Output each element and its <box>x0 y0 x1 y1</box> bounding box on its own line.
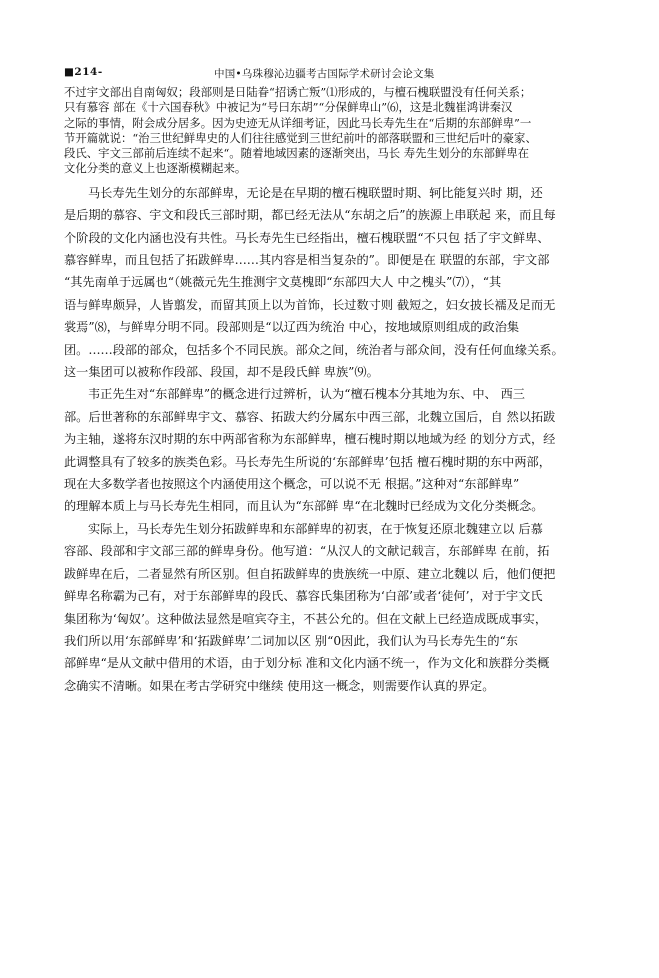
text-line: 只有慕容 部在《十六国春秋》中被记为“号曰东胡”“分保鲜卑山”⑹，这是北魏崔鸿讲秦汉 <box>64 100 513 115</box>
text-line: 部。后世著称的东部鲜卑宇文、慕容、拓跋大约分属东中西三部，北魏立国后，自 然以拓跋 <box>64 409 556 424</box>
intro-paragraph <box>64 85 609 177</box>
text-line: 现在大多数学者也按照这个内涵使用这个概念，可以说不无 根据。”这种对“东部鲜卑” <box>64 477 520 492</box>
text-line: 这一集团可以被称作段部、段国，却不是段氏鲜 卑族”⑼。 <box>64 365 379 380</box>
running-title: 中国•乌珠穆沁边疆考古国际学术研讨会论文集 <box>214 68 435 80</box>
text-line: 鲜卑名称霸为己有，对于东部鲜卑的段氏、慕容氏集团称为‘白部’或者‘徒何’，对于宇文氏 <box>64 589 543 604</box>
text-line: 文化分类的意义上也逐渐模糊起来。 <box>64 161 247 176</box>
text-line: 马长寿先生划分的东部鲜卑，无论是在早期的檀石槐联盟时期、轲比能复兴时 期，还 <box>88 185 543 200</box>
text-line: 段氏、宇文三部前后连续不起来“。随着地域因素的逐渐突出，马长 寿先生划分的东部鲜卑在 <box>64 146 530 161</box>
text-line: 实际上，马长寿先生划分拓跋鲜卑和东部鲜卑的初衷，在于恢复还原北魏建立以 后慕 <box>88 521 543 536</box>
paragraph-2 <box>64 383 609 517</box>
text-line: 容部、段部和宇文部三部的鲜卑身份。他写道：“从汉人的文献记载言，东部鲜卑 在前，拓 <box>64 544 550 559</box>
text-line: 我们所以用‘东部鲜卑’和‘拓跋鲜卑’二词加以区 别“0因此，我们认为马长寿先生的“东 <box>64 633 518 648</box>
text-line: 的理解本质上与马长寿先生相同，而且认为“东部鲜 卑“在北魏时已经成为文化分类概念。 <box>64 499 544 514</box>
text-line: 节开篇就说：“治三世纪鲜卑史的人们往往感觉到三世纪前叶的部落联盟和三世纪后叶的豪家、 <box>64 130 537 145</box>
page-header <box>64 66 609 82</box>
body-text <box>64 85 609 697</box>
paragraph-1 <box>64 182 609 384</box>
text-line: 慕容鲜卑，而且包括了拓跋鲜卑……其内容是相当复杂的”。即便是在 联盟的东部，宇文部 <box>64 253 550 267</box>
text-line: 集团称为‘匈奴’。这种做法显然是喧宾夺主，不甚公允的。但在文献上已经造成既成事实， <box>64 611 548 626</box>
text-line: 跋鲜卑在后，二者显然有所区别。但自拓跋鲜卑的贵族统一中原、建立北魏以 后，他们便把 <box>64 566 556 581</box>
text-line: 念确实不清晰。如果在考古学研究中继续 使用这一概念，则需要作认真的界定。 <box>64 678 495 693</box>
page-number: ■214- <box>64 66 103 78</box>
text-line: 为主轴，遂将东汉时期的东中两部省称为东部鲜卑，檀石槐时期以地域为经 的划分方式，经 <box>64 432 556 447</box>
text-line: 此调整具有了较多的族类色彩。马长寿先生所说的‘东部鲜卑’包括 檀石槐时期的东中两部， <box>64 454 551 469</box>
text-line: 语与鲜卑颇异，人皆翦发，而留其顶上以为首饰，长过数寸则 截短之，妇女披长襦及足而无 <box>64 297 556 312</box>
text-line: 不过宇文部出自南匈奴；段部则是日陆眷“招诱亡叛”⑴形成的，与檀石槐联盟没有任何关系； <box>64 85 532 99</box>
text-line: 部鲜卑“是从文献中借用的术语，由于划分标 准和文化内涵不统一，作为文化和族群分类概 <box>64 656 550 671</box>
text-line: 是后期的慕容、宇文和段氏三部时期，都已经无法从“东胡之后”的族源上串联起 来，而且每 <box>64 208 556 223</box>
paragraph-3 <box>64 518 609 697</box>
text-line: 之际的事情，附会成分居多。因为史迹无从详细考证，因此马长寿先生在“后期的东部鲜卑”一 <box>64 115 532 130</box>
text-line: “其先南单于远属也“（姚薇元先生推测宇文莫槐即“东部四大人 中之槐头”⑺），“其 <box>64 275 502 290</box>
text-line: 韦正先生对“东部鲜卑”的概念进行过辨析，认为“檀石槐本分其地为东、中、 西三 <box>88 387 525 402</box>
text-line: 裳焉”⑻，与鲜卑分明不同。段部则是“以辽西为统治 中心，按地域原则组成的政治集 <box>64 320 520 335</box>
text-line: 团。……段部的部众，包括多个不同民族。部众之间，统治者与部众间，没有任何血缘关系。 <box>64 342 564 357</box>
text-line: 个阶段的文化内涵也没有共性。马长寿先生已经指出，檀石槐联盟“不只包 括了宇文鲜卑、 <box>64 230 550 245</box>
